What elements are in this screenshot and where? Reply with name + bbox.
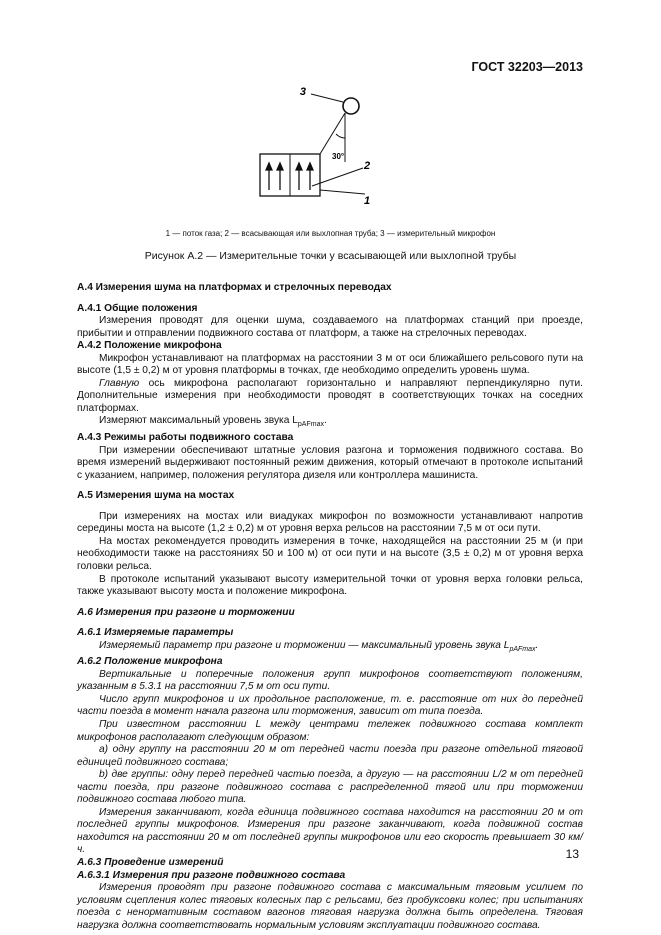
document-body	[77, 282, 583, 932]
document-header: ГОСТ 32203—2013	[471, 60, 583, 74]
italic-word: Главную	[99, 377, 140, 389]
section-a43-title: А.4.3 Режимы работы подвижного состава	[77, 432, 294, 444]
section-a4-title: А.4 Измерения шума на платформах и стрелочных переводах	[77, 282, 392, 293]
paragraph: На мостах рекомендуется проводить измерения в точке, находящейся на расстоянии 25 м (и при необходимости также на расстояниях 50 и 100 м) от оси пути и на высоте (3,5 ± 0,2) м от уровня верха головки рельса.	[77, 535, 583, 572]
paragraph: Число групп микрофонов и их продольное расположение, т. е. расстояние от них до передней части поезда в момент начала разгона или торможения, зависит от типа поезда.	[77, 693, 583, 718]
paragraph: В протоколе испытаний указывают высоту измерительной точки от уровня верха головки рельса, также указывают высоту моста и положение микрофона.	[77, 573, 583, 598]
section-a62-title: А.6.2 Положение микрофона	[77, 656, 223, 668]
paragraph: Измеряют максимальный уровень звука $L_{pAFmax}$.	[99, 415, 327, 429]
paragraph: При известном расстоянии L между центрами тележек подвижного состава комплект микрофонов располагают следующим образом:	[77, 719, 583, 743]
mic-leader-3	[311, 94, 343, 102]
paragraph: При измерениях на мостах или виадуках микрофон по возможности устанавливают напротив середины моста на высоте (1,2 ± 0,2) м от уровня верха рельсов на расстоянии 7,5 м от оси пути.	[77, 510, 583, 535]
label-3: 3	[299, 86, 306, 98]
figure-diagram	[248, 82, 388, 222]
paragraph: Измерения заканчивают, когда единица подвижного состава находится на расстоянии 20 м от последней группы микрофонов. Измерения при разгоне заканчивают, когда подвижной состав находится на расстоянии 20 м от последней группы микрофонов или его скорость превышает 30 км/ч.	[77, 806, 583, 856]
mic-to-pipe-line	[320, 113, 345, 154]
paragraph: Вертикальные и поперечные положения групп микрофонов соответствуют положениям, указанным в 5.3.1 на расстоянии 7,5 м от оси пути.	[77, 668, 583, 693]
section-a42-title: А.4.2 Положение микрофона	[77, 340, 222, 352]
paragraph: Микрофон устанавливают на платформах на расстоянии 3 м от оси ближайшего рельсового пути на высоте (1,5 ± 0,2) м от уровня платформы в точках, где необходимо определить уровень шума.	[77, 352, 583, 377]
list-item: b) две группы: одну перед передней частью поезда, а другую — на расстоянии L/2 м от передней части поезда, при разгоне подвижного состава с распределенной тягой или при торможении подвижного состава любого типа.	[77, 769, 583, 806]
paragraph: При измерении обеспечивают штатные условия разгона и торможения подвижного состава. Во время измерений выдерживают постоянный режим движения, который отмечают в протоколе испытаний с указанием, например, положения регулятора дизеля или контроллера машиниста.	[77, 444, 583, 481]
paragraph	[77, 378, 583, 416]
angle-arc	[336, 134, 345, 138]
paragraph: Измерения проводят для оценки шума, создаваемого на платформах станций при проезде, прибытии и отправлении подвижного состава от платформ, а также на стрелочных переводах.	[77, 315, 583, 339]
figure-legend: 1 — поток газа; 2 — всасывающая или выхлопная труба; 3 — измерительный микрофон	[165, 229, 496, 238]
leader-1	[320, 190, 365, 194]
section-a63-title: А.6.3 Проведение измерений	[77, 857, 224, 869]
label-1: 1	[364, 195, 371, 207]
microphone-circle	[343, 98, 359, 114]
section-a6-title: А.6 Измерения при разгоне и торможении	[77, 606, 295, 618]
paragraph: Измеряемый параметр при разгоне и торможении — максимальный уровень звука $L_{pAFmax}$.	[99, 639, 539, 653]
section-a631-title: А.6.3.1 Измерения при разгоне подвижного состава	[77, 869, 346, 881]
page-number: 13	[565, 847, 579, 861]
list-item: а) одну группу на расстоянии 20 м от передней части поезда при разгоне отдельной тяговой единицей подвижного состава;	[77, 744, 583, 768]
section-a61-title: А.6.1 Измеряемые параметры	[77, 627, 234, 639]
label-angle: 30°	[332, 152, 345, 161]
section-a41-title: А.4.1 Общие положения	[77, 302, 198, 314]
label-2: 2	[364, 160, 371, 172]
paragraph: Измерения проводят при разгоне подвижного состава с максимальным тяговым усилием по условиям сцепления колес тяговых колесных пар с рельсами, без пробуксовки колес; при испытаниях поезда с ненормативным составом вагонов тяговая нагрузка должна быть определена. Тяговая нагрузка должна соответствовать нормальным условиям эксплуатации подвижного состава.	[77, 882, 583, 931]
section-a5-title: А.5 Измерения шума на мостах	[77, 490, 235, 502]
paragraph-rest: ось микрофона располагают горизонтально и направляют перпендикулярно пути. Дополнительные измерения при необходимости проводят в соответствующих точках на соседних платформах.	[77, 377, 583, 414]
figure-caption: Рисунок А.2 — Измерительные точки у всасывающей или выхлопной трубы	[144, 250, 517, 262]
